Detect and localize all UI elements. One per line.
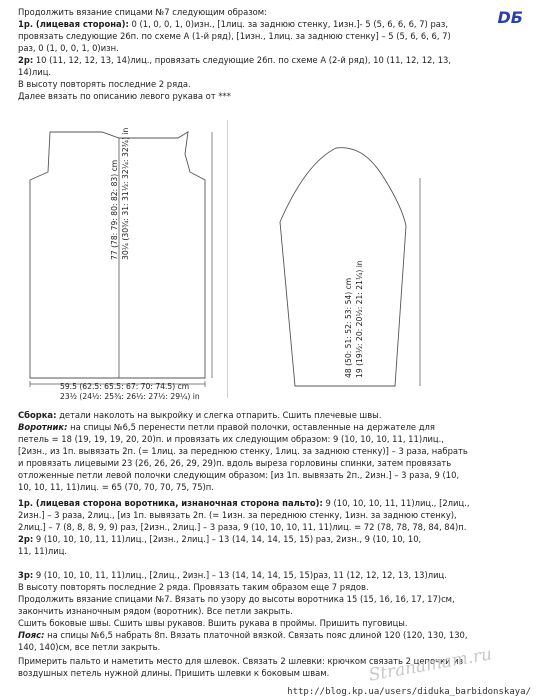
source-url[interactable]: http://blog.kp.ua/users/diduka_barbidonskaya/ — [287, 687, 531, 697]
collar-row1 — [18, 497, 470, 509]
collar-line: 10, 10, 11, 11)лиц. = 65 (70, 70, 70, 75, 75)п. — [18, 482, 214, 492]
intro-line: Продолжить вязание спицами №7 следующим образом: — [18, 7, 267, 17]
body-height-in: 30¼ (30¾: 31: 31½: 32¼: 32¾) in — [121, 127, 130, 260]
row2-cont: 14)лиц. — [18, 67, 52, 77]
row1-cont2: раз, 0 (1, 0, 0, 1, 0)изн. — [18, 43, 119, 53]
finish-line: Примерить пальто и наметить место для шлевок. Связать 2 шлевки: крючком связать 2 цепочки из — [18, 656, 464, 666]
collar-row3 — [18, 569, 447, 581]
collar-row1-label: 1р. (лицевая сторона воротника, изнаночная сторона пальто): — [18, 498, 323, 508]
row2-text: 10 (11, 12, 12, 13, 14)лиц., провязать следующие 26п. по схеме А (2-й ряд), 10 (11, 12, 12, 13, — [33, 55, 452, 65]
row1-cont: провязать следующие 26п. по схеме А (1-й ряд), [1изн., 1лиц. за заднюю стенку] – 5 (5, 6, 6, 6, 7) — [18, 31, 451, 41]
sleeve-height-cm: 48 (50: 51: 52: 53: 54) cm — [344, 277, 353, 378]
collar-line: и провязать лицевыми 23 (26, 26, 26, 29, 29)п. вдоль выреза горловины спинки, затем провязать — [18, 458, 452, 468]
collar-label: Воротник: — [18, 422, 68, 432]
belt-line — [18, 629, 468, 641]
collar-row3-label: 3р: — [18, 570, 34, 580]
pattern-diagram — [15, 116, 430, 404]
collar-text: на спицы №6,5 перенести петли правой полочки, оставленные на держателе для — [67, 422, 435, 432]
pattern-schematic — [15, 116, 430, 404]
belt-label: Пояс: — [18, 630, 45, 640]
logo: DБ — [497, 8, 523, 27]
row2-label: 2р: — [18, 55, 34, 65]
row1-text: 0 (1, 0, 0, 1, 0)изн., [1лиц. за заднюю стенку, 1изн.]- 5 (5, 6, 6, 6, 7) раз, — [128, 19, 449, 29]
sleeve-outline — [280, 148, 406, 386]
collar-row1-text: 9 (10, 10, 10, 11, 11)лиц., [2лиц., — [322, 498, 470, 508]
body-width-in: 23½ (24½: 25¾: 26½: 27½: 29¼) in — [60, 392, 200, 401]
finish-line: закончить изнаночным рядом (воротник). Все петли закрыть. — [18, 606, 293, 616]
row1-label: 1р. (лицевая сторона): — [18, 19, 129, 29]
finish-line: Продолжить вязание спицами №7. Вязать по узору до высоты воротника 15 (15, 16, 16, 17, 17)см, — [18, 594, 455, 604]
row1-line — [18, 18, 448, 30]
sleeve-height-in: 19 (19½: 20: 20½: 21: 21¼) in — [355, 260, 364, 378]
assembly-text: детали наколоть на выкройку и слегка отпарить. Сшить плечевые швы. — [56, 410, 382, 420]
collar-row3-text: 9 (10, 10, 10, 11, 11)лиц., [2лиц., 2изн.] – 13 (14, 14, 14, 15, 15)раз, 11 (12, 12, 12, 13, 13)лиц. — [33, 570, 447, 580]
belt-cont: 140, 140)см, все петли закрыть. — [18, 642, 161, 652]
scan-divider — [227, 120, 228, 398]
belt-text: на спицы №6,5 набрать 8п. Вязать платочной вязкой. Связать пояс длиной 120 (120, 130, 130, — [44, 630, 468, 640]
collar-row1-cont: 2изн.] – 3 раза, 2лиц., [из 1п. вывязать 2п. (= 1изн. за переднюю стенку, 1изн. за заднюю стенку), — [18, 510, 457, 520]
body-width-cm: 59.5 (62.5: 65.5: 67: 70: 74.5) cm — [60, 382, 190, 391]
watermark: Stranamam.ru — [367, 644, 494, 686]
collar-row2 — [18, 533, 421, 545]
row2-line — [18, 54, 451, 66]
collar-line: петель = 18 (19, 19, 19, 20, 20)п. и провязать их следующим образом: 9 (10, 10, 10, 11, 11)лиц., — [18, 434, 444, 444]
collar-line: отложенные петли левой полочки следующим образом: [из 1п. вывязать 2п., 2изн.] – 3 раза, 9 (10, — [18, 470, 460, 480]
repeat-note: В высоту повторять последние 2 ряда. — [18, 79, 191, 89]
collar-row2-text: 9 (10, 10, 10, 11, 11)лиц., [2изн., 2лиц.] – 13 (14, 14, 14, 15, 15) раз, 2изн., 9 (10, 10, 10, — [33, 534, 422, 544]
collar-row2-cont: 11, 11)лиц. — [18, 546, 68, 556]
collar-row2-label: 2р: — [18, 534, 34, 544]
collar-row1-cont: 2лиц.] – 7 (8, 8, 8, 9, 9) раз, [2изн., 2лиц.] – 3 раза, 9 (10, 10, 10, 11, 11)лиц. = 72 (78, 78, 78, 84, 84)п. — [18, 522, 467, 532]
body-height-cm: 77 (78: 79: 80: 82: 83) cm — [110, 159, 119, 260]
finish-line: воздушных петель нужной длины. Пришить шлевки к боковым швам. — [18, 668, 330, 678]
collar-line: [2изн., из 1п. вывязать 2п. (= 1лиц. за переднюю стенку, 1лиц. за заднюю стенку)] – 3 раза, набрать — [18, 446, 468, 456]
finish-line: Сшить боковые швы. Сшить швы рукавов. Вшить рукава в проймы. Пришить пуговицы. — [18, 618, 408, 628]
continue-note: Далее вязать по описанию левого рукава от *** — [18, 91, 231, 101]
collar-repeat: В высоту повторять последние 2 ряда. Провязать таким образом еще 7 рядов. — [18, 582, 369, 592]
assembly-line — [18, 409, 381, 421]
collar-line — [18, 421, 435, 433]
assembly-label: Сборка: — [18, 410, 57, 420]
